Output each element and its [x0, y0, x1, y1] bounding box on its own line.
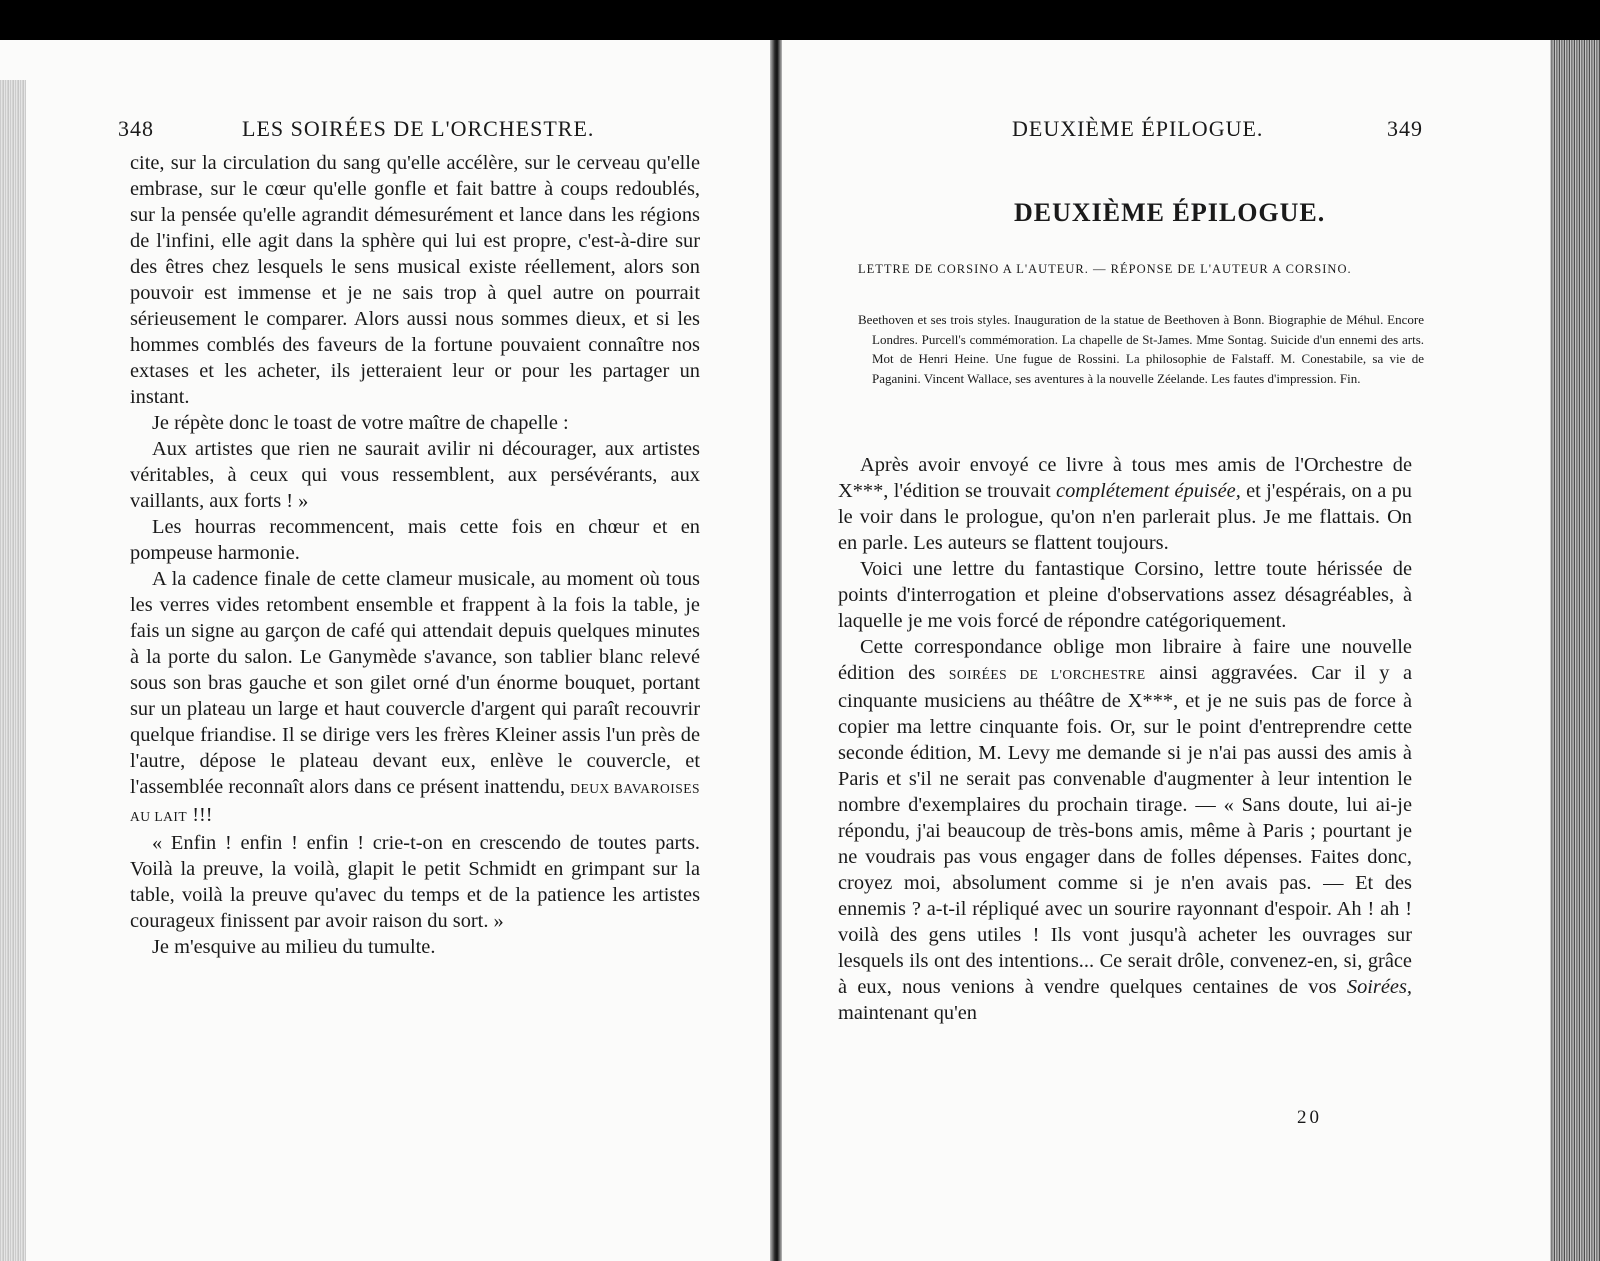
signature-mark: 20 — [1297, 1107, 1322, 1128]
page-edge-left — [0, 80, 26, 1261]
right-body-text — [838, 452, 1412, 1026]
paragraph: Je répète donc le toast de votre maître de chapelle : — [152, 412, 569, 434]
chapter-summary: Beethoven et ses trois styles. Inauguration de la statue de Beethoven à Bonn. Biographie de Méhul. Encore Londres. Purcell's commémoration. La chapelle de St-James. Mme Sontag. Suicide d'un ennemi des arts. Mot de Henri Heine. Une fugue de Rossini. La philosophie de Falstaff. M. Conestabile, sa vie de Paganini. Vincent Wallace, ses aventures à la nouvelle Zéelande. Les fautes d'impression. Fin. — [858, 312, 1424, 386]
right-page — [782, 40, 1550, 1261]
paragraph: « Enfin ! enfin ! enfin ! crie-t-on en crescendo de toutes parts. Voilà la preuve, la voilà, glapit le petit Schmidt en grimpant sur la table, voilà la preuve qu'avec du temps et de la patience les artistes courageux finissent par avoir raison du sort. » — [130, 832, 700, 932]
small-caps-text: DEUX BAVAROISES AU LAIT — [130, 781, 700, 824]
left-page-number: 348 — [118, 116, 154, 141]
left-body-text — [130, 150, 700, 960]
paragraph: A la cadence finale de cette clameur musicale, au moment où tous les verres vides retombent ensemble et frappent à la fois la table, je fais un signe au garçon de café qui attendait depuis quelques minutes à la porte du salon. Le Ganymède s'avance, son tablier blanc relevé sous son bras gauche et son gilet orné d'un énorme bouquet, portant sur un plateau un large et haut couvercle d'argent qui paraît recouvrir quelque friandise. Il se dirige vers les frères Kleiner assis l'un près de l'autre, dépose le plateau devant eux, enlève le couvercle, et l'assemblée reconnaît alors dans ce présent inattendu, DEUX BAVAROISES AU LAIT !!! — [130, 568, 700, 826]
paragraph: Voici une lettre du fantastique Corsino, lettre toute hérissée de points d'interrogation et pleine d'observations assez désagréables, à laquelle je me vois forcé de répondre catégoriquement. — [838, 558, 1412, 632]
paragraph: Après avoir envoyé ce livre à tous mes amis de l'Orchestre de X***, l'édition se trouvait complétement épuisée, et j'espérais, on a pu le voir dans le prologue, qu'on n'en parlerait plus. Je me flattais. On en parle. Les auteurs se flattent toujours. — [838, 454, 1412, 554]
paragraph: Cette correspondance oblige mon libraire à faire une nouvelle édition des SOIRÉES DE L'ORCHESTRE ainsi aggravées. Car il y a cinquante musiciens au théâtre de X***, et je ne suis pas de force à copier ma lettre cinquante fois. Or, sur le point d'entreprendre cette seconde édition, M. Levy me demande si je n'ai pas aussi des amis à Paris et s'il ne serait pas convenable d'augmenter à leur intention le nombre d'exemplaires du prochain tirage. — « Sans doute, lui ai-je répondu, j'ai beaucoup de très-bons amis, même à Paris ; pourtant je ne voudrais pas vous engager dans de folles dépenses. Faites donc, croyez moi, absolument comme si je n'en avais pas. — Et des ennemis ? a-t-il répliqué avec un sourire rayonnant d'espoir. Ah ! ah ! voilà des gens utiles ! Ils vont jusqu'à acheter les ouvrages sur lesquels ils ont des intentions... Ce serait drôle, convenez-en, si, grâce à eux, nous venions à vendre quelques centaines de vos Soirées, maintenant qu'en — [838, 636, 1412, 1024]
chapter-subheading: LETTRE DE CORSINO A L'AUTEUR. — RÉPONSE DE L'AUTEUR A CORSINO. — [858, 262, 1352, 276]
book-gutter — [770, 40, 782, 1261]
left-running-title: LES SOIRÉES DE L'ORCHESTRE. — [242, 116, 595, 141]
paragraph: Les hourras recommencent, mais cette fois en chœur et en pompeuse harmonie. — [130, 516, 700, 564]
chapter-heading: DEUXIÈME ÉPILOGUE. — [1014, 198, 1326, 227]
paragraph: Aux artistes que rien ne saurait avilir ni décourager, aux artistes véritables, à ceux qui vous ressemblent, aux persévérants, aux vaillants, aux forts ! » — [130, 438, 700, 512]
paragraph: Je m'esquive au milieu du tumulte. — [152, 936, 436, 958]
paragraph: cite, sur la circulation du sang qu'elle accélère, sur le cerveau qu'elle embrase, sur le cœur qu'elle gonfle et fait battre à coups redoublés, sur la pensée qu'elle agrandit démesurément et lance dans les régions de l'infini, elle agit dans la sphère qui lui est propre, c'est-à-dire sur des êtres chez lesquels le sens musical existe réellement, alors son pouvoir est immense et je ne sais trop à quel autre on pourrait sérieusement le comparer. Alors aussi nous sommes dieux, et si les hommes comblés des faveurs de la fortune pouvaient connaître nos extases et les acheter, ils jetteraient leur or pour les partager un instant. — [130, 152, 700, 408]
small-caps-text: SOIRÉES DE L'ORCHESTRE — [948, 667, 1146, 682]
right-page-number: 349 — [1387, 116, 1423, 141]
right-running-title: DEUXIÈME ÉPILOGUE. — [1012, 116, 1264, 141]
left-page — [0, 40, 770, 1261]
page-edge-right — [1550, 40, 1600, 1261]
